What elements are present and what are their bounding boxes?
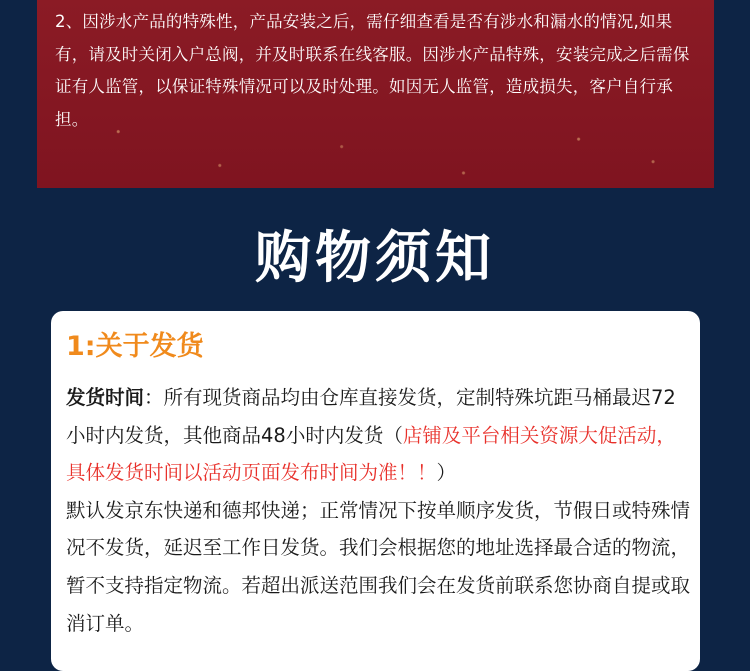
notice-text: 2、因涉水产品的特殊性，产品安装之后，需仔细查看是否有涉水和漏水的情况,如果有，请及时关闭入户总阀，并及时联系在线客服。因涉水产品特殊，安装完成之后需保证有人监管，以保证特殊情况可以及时处理。如因无人监管，造成损失，客户自行承担。: [55, 12, 690, 129]
shipping-time-label: 发货时间: [66, 386, 145, 409]
shipping-heading: 1:关于发货: [66, 331, 204, 362]
shipping-body: [66, 379, 691, 642]
courier-paragraph: 默认发京东快递和德邦快递；正常情况下按单顺序发货，节假日或特殊情况不发货，延迟至工作日发货。我们会根据您的地址选择最合适的物流，暂不支持指定物流。若超出派送范围我们会在发货前联系您协商自提或取消订单。: [66, 498, 691, 635]
close-paren: ）: [436, 461, 457, 485]
notice-panel: [37, 0, 714, 188]
promo-highlight: 店铺及平台相关资源大促活动，具体发货时间以活动页面发布时间为准！！: [66, 423, 676, 485]
shipping-info-card: [51, 311, 700, 671]
shipping-time-text: ：所有现货商品均由仓库直接发货，定制特殊坑距马桶最迟72小时内发货，其他商品48小时内发货（: [66, 386, 676, 447]
section-title: 购物须知: [255, 226, 495, 291]
shipping-time-paragraph: [66, 379, 691, 492]
